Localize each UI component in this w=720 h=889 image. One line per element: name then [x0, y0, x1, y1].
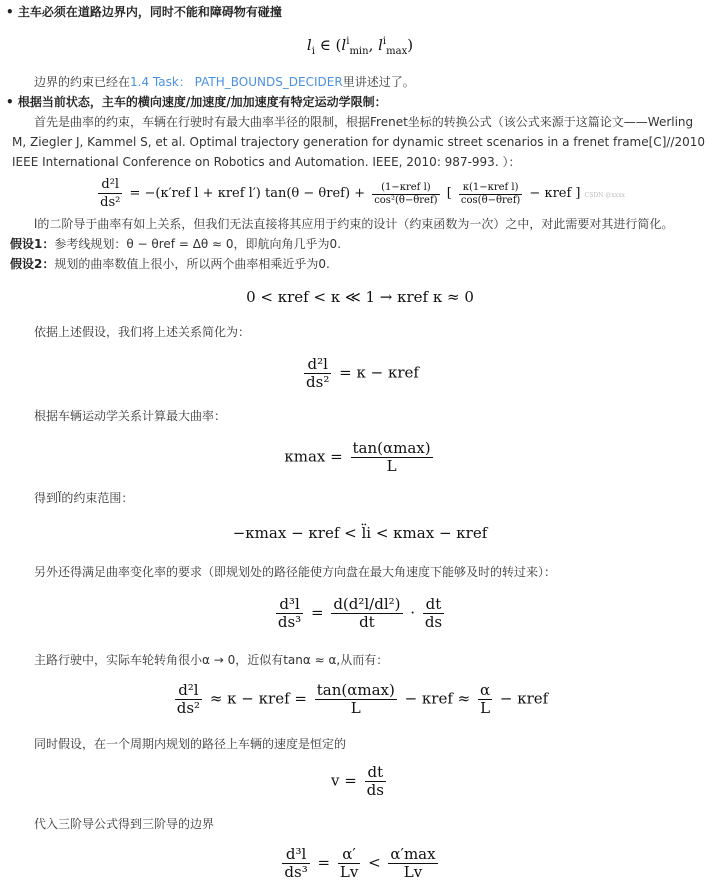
equation-lateral-bounds: $l_i$ ∈ ($l^i_{min}$, $l^i_{max}$) [306, 36, 414, 57]
equation-max-curvature: κmax = $\frac{\tan(\alpha\max)}{L}$ [284, 439, 431, 475]
assumption-2: 假设2：规划的曲率数值上很小，所以两个曲率相乘近乎为0. [10, 257, 330, 271]
small-angle-note: 主路行驶中，实际车轮转角很小α → 0，近似有tanα ≈ α,从而有： [34, 653, 389, 667]
bullet-title: 主车必须在道路边界内，同时不能和障碍物有碰撞 [17, 5, 282, 19]
equation-third-derivative-bound: $\frac{\text{d³l}}{\text{ds³}}$ = $\frac{\alpha'}{Lv}$ < $\frac{\alpha'\max}{Lv}$ [284, 845, 436, 881]
equation-small-angle-approx: $\frac{\text{d²l}}{\text{ds²}}$ ≈ κ − κref = $\frac{\tan(\alpha\max)}{L}$ − κref ≈ $\frac{\alpha}{L}$ − κref [176, 681, 549, 717]
bullet-title: 根据当前状态，主车的横向速度/加速度/加加速度有特定运动学限制： [17, 95, 387, 109]
curvature-rate-note: 另外还得满足曲率变化率的要求（即规划处的路径能使方向盘在最大角速度下能够及时的转过来）： [34, 565, 557, 579]
bullet-kinematic-limits [6, 92, 720, 112]
bullet-icon: • [6, 5, 14, 19]
watermark: CSDN @xxxx [584, 192, 625, 199]
fraction: $\frac{\text{d²l}}{\text{ds²}}$ [100, 177, 121, 210]
max-curvature-note: 根据车辆运动学关系计算最大曲率： [34, 409, 227, 423]
boundary-note: 边界的约束已经在1.4 Task： PATH_BOUNDS_DECIDER里讲述过了。 [34, 75, 415, 89]
equation-l-range: −κmax − κref < l̈i < κmax − κref [232, 524, 488, 542]
second-derivative-note: l的二阶导于曲率有如上关系，但我们无法直接将其应用于约束的设计（约束函数为一次）之中，对此需要对其进行简化。 [34, 217, 674, 231]
equation-frenet-second-derivative: $\frac{\text{d²l}}{\text{ds²}}$ = −(κ′ref l + κref l′) tan(θ − θref) + $\frac{\text{(1−κref l)}}{\text{cos²(θ−θref)}}$ [ $\frac{\text{κ(1−κref l)}}{\text{cos(θ−θref)}}$ − κref ] CSDN @xxxx [100, 177, 625, 210]
equation-velocity: v = $\frac{dt}{ds}$ [331, 763, 384, 799]
equation-third-derivative: $\frac{\text{d³l}}{\text{ds³}}$ = $\frac{\text{d(d²l/dl²)}}{dt}$ · $\frac{dt}{ds}$ [277, 595, 443, 631]
path-bounds-decider-link[interactable]: 1.4 Task： PATH_BOUNDS_DECIDER [130, 75, 343, 89]
bullet-icon: • [6, 95, 14, 109]
simplify-note: 依据上述假设，我们将上述关系简化为： [34, 325, 251, 339]
bullet-road-boundary [6, 2, 720, 22]
assumption-1: 假设1：参考线规划：θ − θref = Δθ ≈ 0，即航向角几乎为0. [10, 237, 342, 251]
curvature-paragraph: 首先是曲率的约束，车辆在行驶时有最大曲率半径的限制，根据Frenet坐标的转换公式（该公式来源于这篇论文——Werling M, Ziegler J, Kammel S, et al. Optimal trajectory generation for dynamic street scenarios in a frenet frame[C]//2010 IEEE International Conference on Robotics and Automation. IEEE, 2010: 987-993. ）： [12, 115, 705, 169]
equation-simplified: $\frac{\text{d²l}}{\text{ds²}}$ = κ − κref [306, 355, 419, 391]
equation-curvature-product: 0 < κref < κ ≪ 1 → κref κ ≈ 0 [246, 288, 474, 306]
constant-velocity-note: 同时假设，在一个周期内规划的路径上车辆的速度是恒定的 [34, 737, 347, 751]
third-derivative-note: 代入三阶导公式得到三阶导的边界 [34, 817, 215, 831]
range-note: 得到l̈的约束范围： [34, 491, 134, 505]
